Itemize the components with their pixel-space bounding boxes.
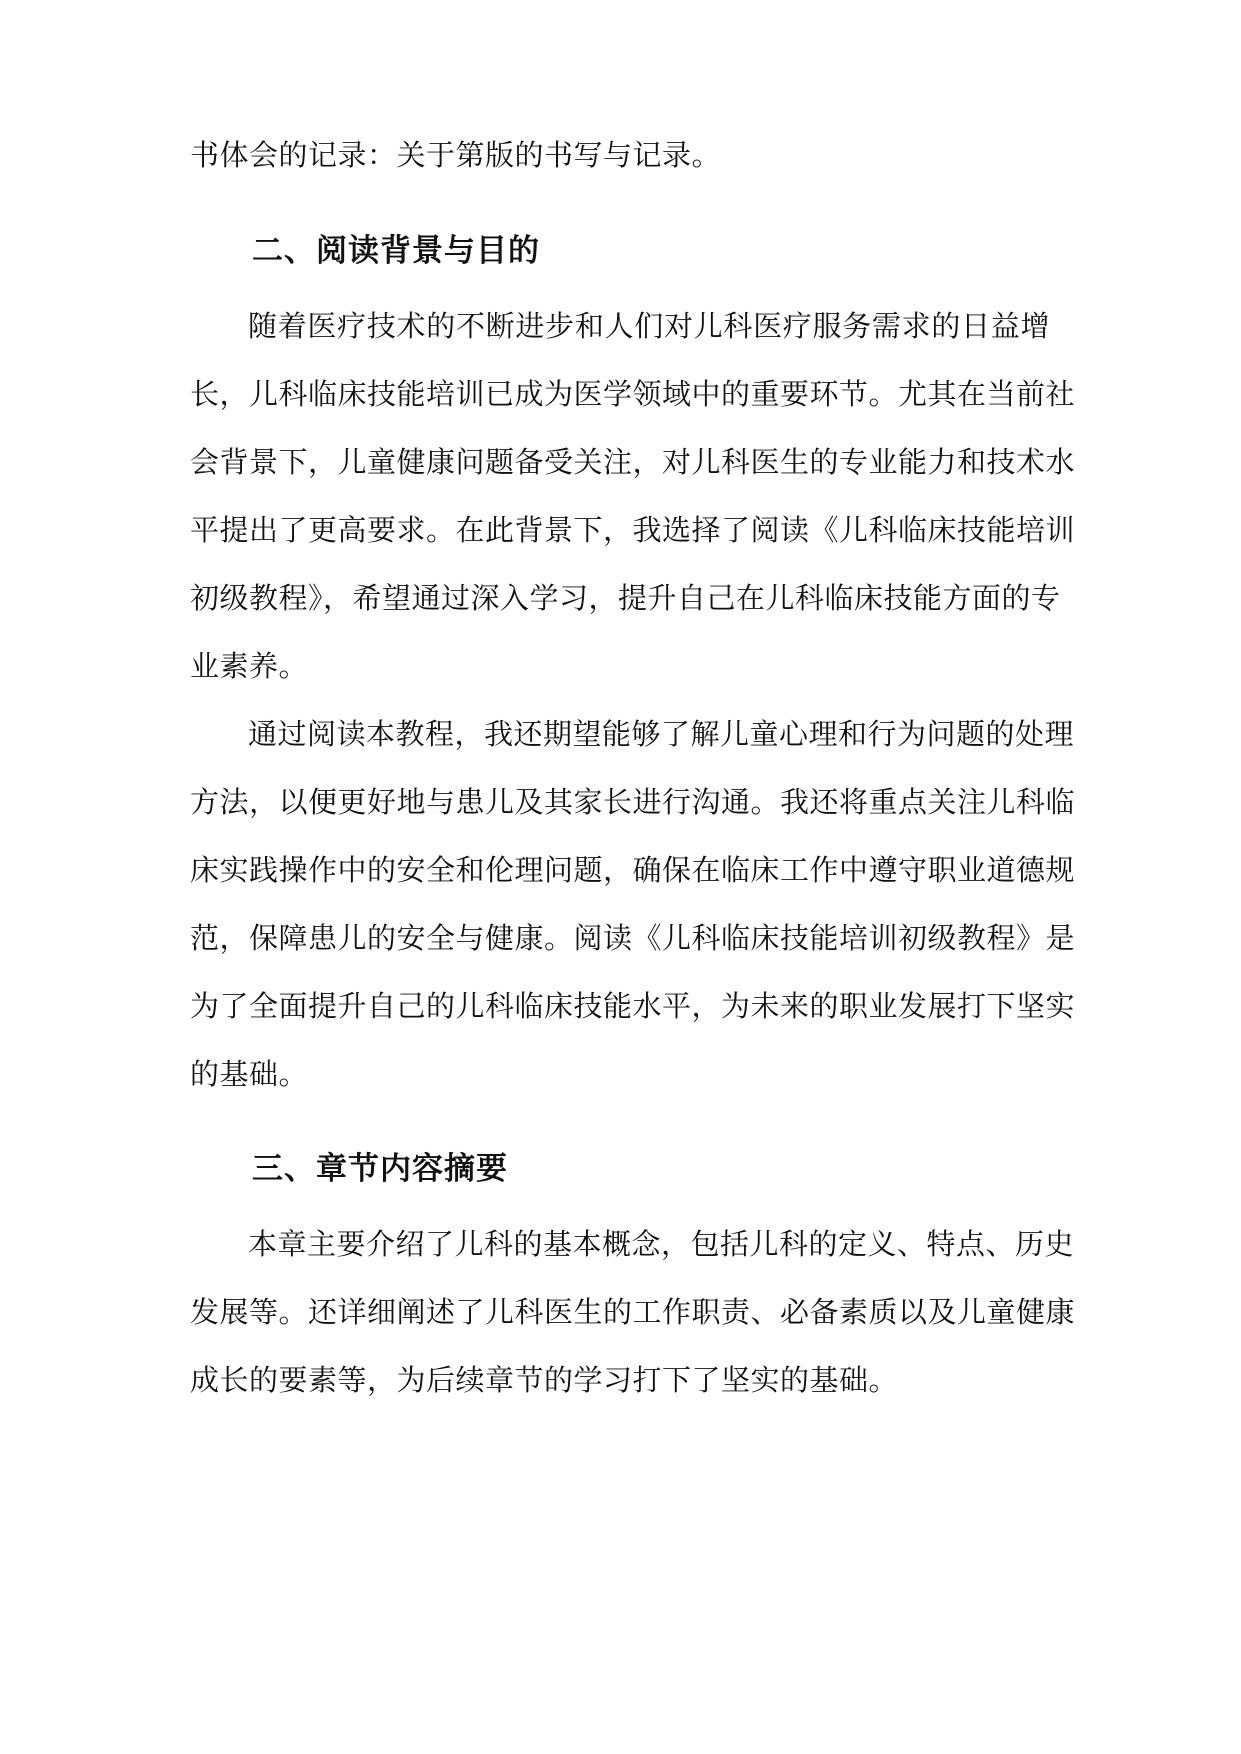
paragraph-line: 通过阅读本教程，我还期望能够了解儿童心理和行为问题的处理 bbox=[248, 717, 1075, 751]
paragraph-line: 床实践操作中的安全和伦理问题，确保在临床工作中遵守职业道德规 bbox=[190, 853, 1076, 887]
paragraph-line: 平提出了更高要求。在此背景下，我选择了阅读《儿科临床技能培训 bbox=[190, 513, 1076, 547]
paragraph-line: 业素养。 bbox=[190, 649, 309, 683]
paragraph-line: 的基础。 bbox=[190, 1057, 309, 1091]
paragraph-line: 范，保障患儿的安全与健康。阅读《儿科临床技能培训初级教程》是 bbox=[190, 921, 1076, 955]
section-heading-summary: 三、章节内容摘要 bbox=[252, 1151, 508, 1187]
paragraph-line: 初级教程》，希望通过深入学习，提升自己在儿科临床技能方面的专 bbox=[190, 581, 1061, 615]
paragraph-line: 为了全面提升自己的儿科临床技能水平，为未来的职业发展打下坚实 bbox=[190, 989, 1076, 1023]
intro-line: 书体会的记录：关于第版的书写与记录。 bbox=[190, 138, 722, 172]
paragraph-line: 长，儿科临床技能培训已成为医学领域中的重要环节。尤其在当前社 bbox=[190, 377, 1076, 411]
paragraph-line: 发展等。还详细阐述了儿科医生的工作职责、必备素质以及儿童健康 bbox=[190, 1295, 1076, 1329]
paragraph-line: 会背景下，儿童健康问题备受关注，对儿科医生的专业能力和技术水 bbox=[190, 445, 1076, 479]
paragraph-line: 成长的要素等，为后续章节的学习打下了坚实的基础。 bbox=[190, 1363, 899, 1397]
section-heading-background: 二、阅读背景与目的 bbox=[252, 233, 540, 269]
paragraph-line: 随着医疗技术的不断进步和人们对儿科医疗服务需求的日益增 bbox=[248, 309, 1050, 343]
paragraph-line: 本章主要介绍了儿科的基本概念，包括儿科的定义、特点、历史 bbox=[248, 1227, 1075, 1261]
paragraph-line: 方法，以便更好地与患儿及其家长进行沟通。我还将重点关注儿科临 bbox=[190, 785, 1076, 819]
